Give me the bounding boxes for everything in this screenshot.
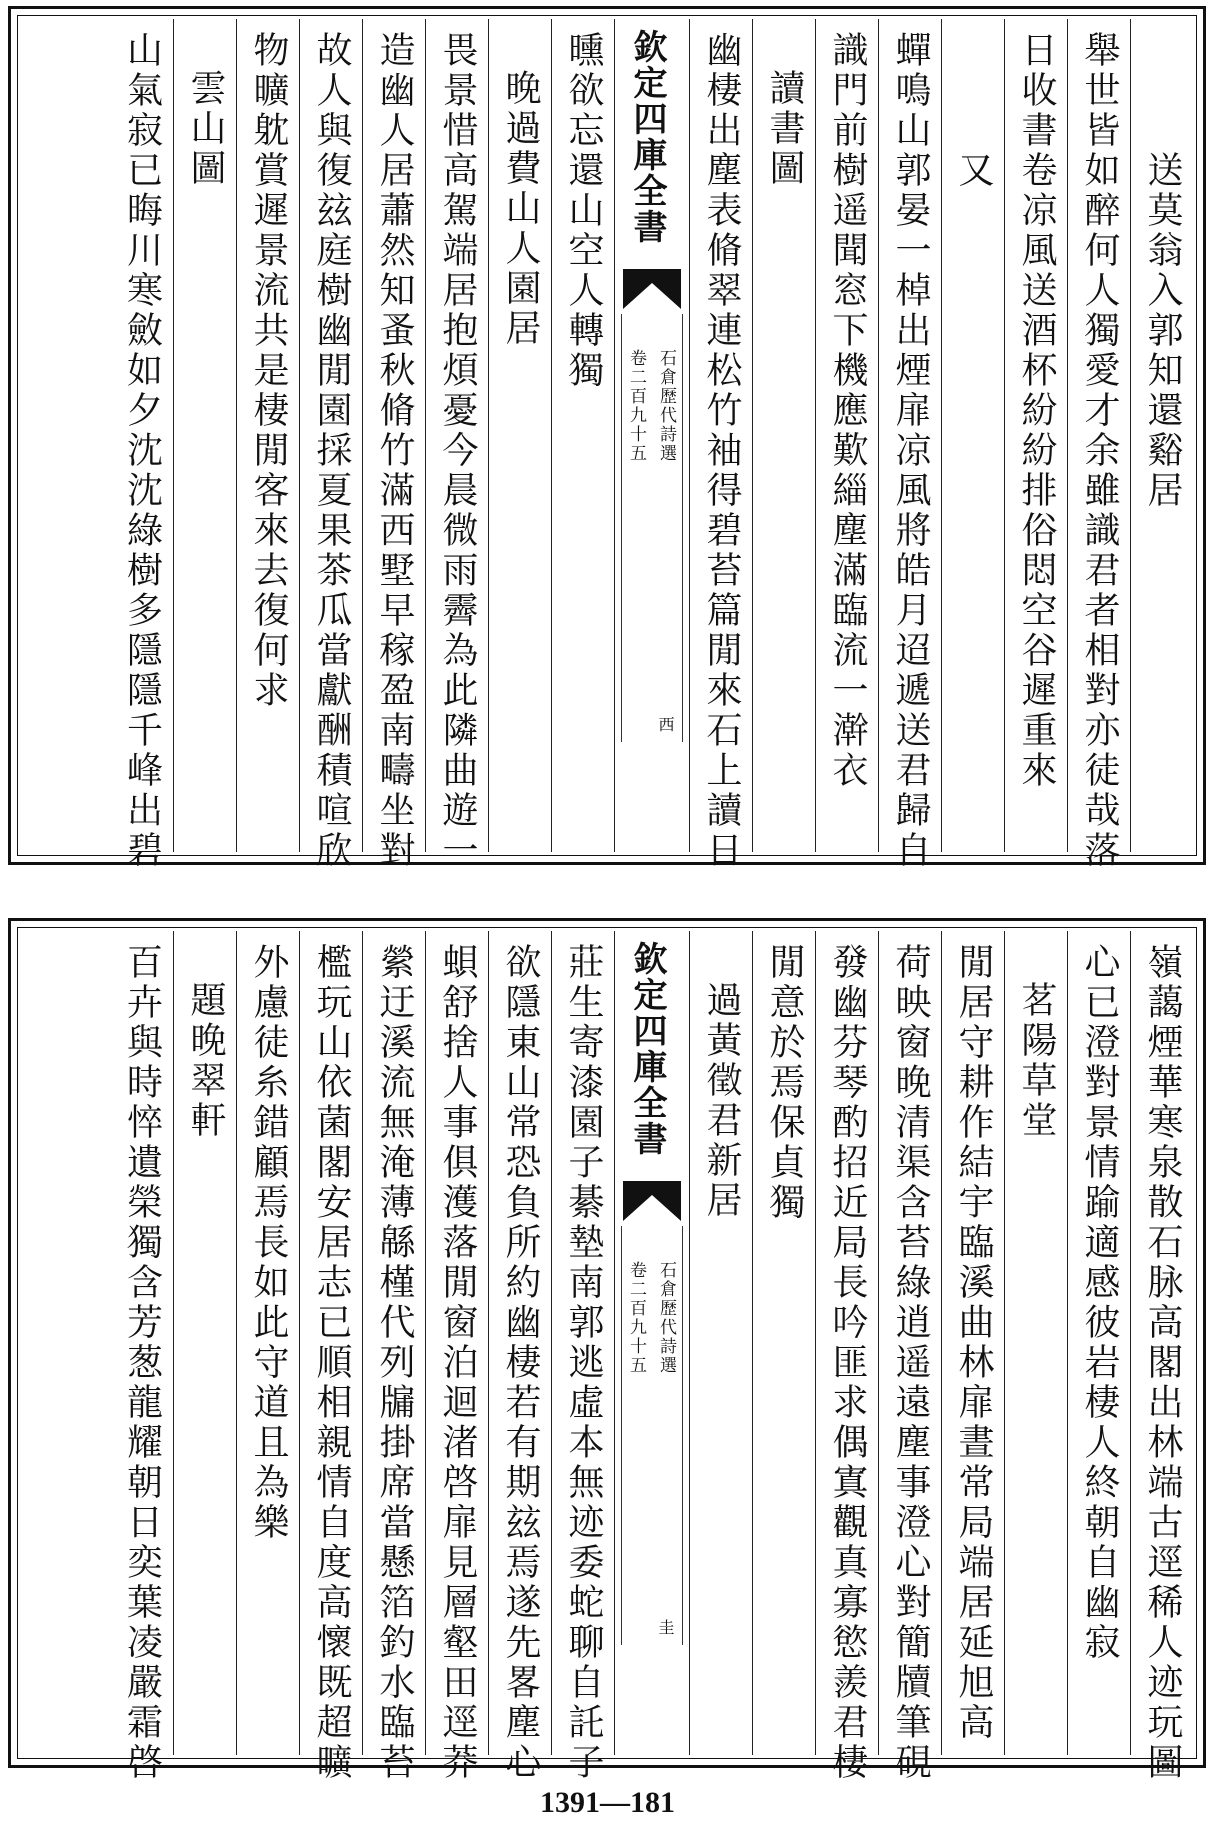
leaf-number: 西 [656,716,675,732]
text-column [362,19,425,871]
poem-line: 蟬鳴山郭晏一棹出煙扉凉風將皓月迢遞送君歸自 [890,31,931,871]
poem-line: 日收書卷凉風送酒杯紛紛排俗悶空谷遲重來 [1016,31,1057,791]
poem-line: 心已澄對景情踰適感彼岩棲人終朝自幽寂 [1079,943,1120,1663]
text-column [551,19,614,852]
poem-title: 茗陽草堂 [1016,981,1057,1141]
poem-line: 山氣寂已晦川寒斂如夕沈沈綠樹多隱隱千峰出碧 [121,31,163,871]
text-column [299,19,362,871]
poem-line: 舉世皆如醉何人獨愛才余雖識君者相對亦徒哉落 [1079,31,1120,871]
poem-line: 畏景惜高駕端居抱煩憂今晨微雨霽為此隣曲遊一 [437,31,478,871]
text-column [1067,19,1130,871]
text-column [941,931,1004,1755]
poem-line: 識門前樹遥聞窓下機應歎緇塵滿臨流一澣衣 [827,31,868,791]
poem-line: 莊生寄漆園子綦墊南郭逃虛本無迹委蛇聊自託子 [563,943,604,1783]
fish-tail-mark-icon [623,269,681,309]
center-fold-column [614,19,689,852]
poem-line: 縈迂溪流無淹薄緜槿代列牖掛席當懸箔釣水臨苔 [374,943,415,1783]
poem-line: 閒居守耕作結宇臨溪曲林扉晝常局端居延旭高 [953,943,994,1743]
text-column [878,19,941,871]
fish-tail-mark-icon [623,1181,681,1221]
poem-line: 百卉與時悴遺榮獨含芳葱龍耀朝日奕葉凌嚴霜啓 [121,943,163,1783]
text-column [1004,19,1067,852]
text-column [551,931,614,1783]
text-column [110,19,173,871]
book-title: 欽定四庫全書 [627,941,667,1157]
text-column [1130,19,1193,852]
text-column [941,19,1004,852]
leaf-number: 圭 [656,1619,675,1635]
poem-title: 題晚翠軒 [185,981,226,1141]
poem-title: 讀書圖 [764,69,805,189]
text-column [1067,931,1130,1755]
text-column [236,931,299,1755]
poem-line: 物曠躭賞遲景流共是棲閒客來去復何求 [248,31,289,711]
poem-title: 雲山圖 [185,69,226,189]
collection-title: 石倉歷代詩選 [656,1261,676,1375]
text-column [752,19,815,852]
text-column [362,931,425,1783]
poem-title: 晚過費山人園居 [500,69,541,349]
text-column [815,931,878,1783]
poem-line: 幽棲出塵表脩翠連松竹袖得碧苔篇閒來石上讀日 [701,31,742,871]
volume-number: 卷二百九十五 [626,349,646,463]
poem-line: 欲隱東山常恐負所約幽棲若有期玆焉遂先畧塵心 [500,943,541,1783]
collection-title: 石倉歷代詩選 [656,349,676,463]
text-column [425,931,488,1783]
text-column [173,19,236,852]
poem-line: 發幽芬琴酌招近局長吟匪求偶寘觀真寡慾羨君棲 [827,943,868,1783]
center-fold-column [614,931,689,1755]
poem-line: 曛欲忘還山空人轉獨 [563,31,604,391]
bottom-page [8,918,1206,1783]
top-page [8,6,1206,871]
poem-line: 檻玩山依菌閣安居志已順相親情自度高懷既超曠 [311,943,352,1783]
text-column [878,931,941,1783]
poem-line: 故人與復玆庭樹幽閒園採夏果茶瓜當獻酬積喧欣 [311,31,352,871]
poem-line: 造幽人居蕭然知蚤秋脩竹滿西墅早稼盈南疇坐對 [374,31,415,871]
volume-number: 卷二百九十五 [626,1261,646,1375]
book-title: 欽定四庫全書 [627,29,667,245]
poem-line: 蛽舒捨人事俱濩落閒窗泊迴渚啓扉見層壑田逕莽 [437,943,478,1783]
poem-line: 外慮徒糸錯顧焉長如此守道且為樂 [248,943,289,1543]
text-column [299,931,362,1783]
poem-title: 又 [953,151,994,191]
text-column [1004,931,1067,1755]
page-number: 1391—181 [540,1786,675,1819]
poem-line: 嶺藹煙華寒泉散石脉高閣出林端古逕稀人迹玩圖 [1142,943,1183,1783]
top-columns [21,19,1193,871]
text-column [488,19,551,852]
text-column [689,19,752,871]
poem-line: 閒意於焉保貞獨 [764,943,805,1223]
bottom-columns [21,931,1193,1783]
poem-title: 過黃徵君新居 [701,981,742,1221]
text-column [236,19,299,852]
poem-line: 荷映窗晚清渠含苔綠逍遥遠塵事澄心對簡牘筆硯 [890,943,931,1783]
text-column [689,931,752,1755]
text-column [425,19,488,871]
poem-title: 送莫翁入郭知還谿居 [1142,151,1183,511]
text-column [752,931,815,1755]
text-column [815,19,878,852]
text-column [488,931,551,1783]
text-column [110,931,173,1783]
text-column [173,931,236,1755]
text-column [1130,931,1193,1783]
